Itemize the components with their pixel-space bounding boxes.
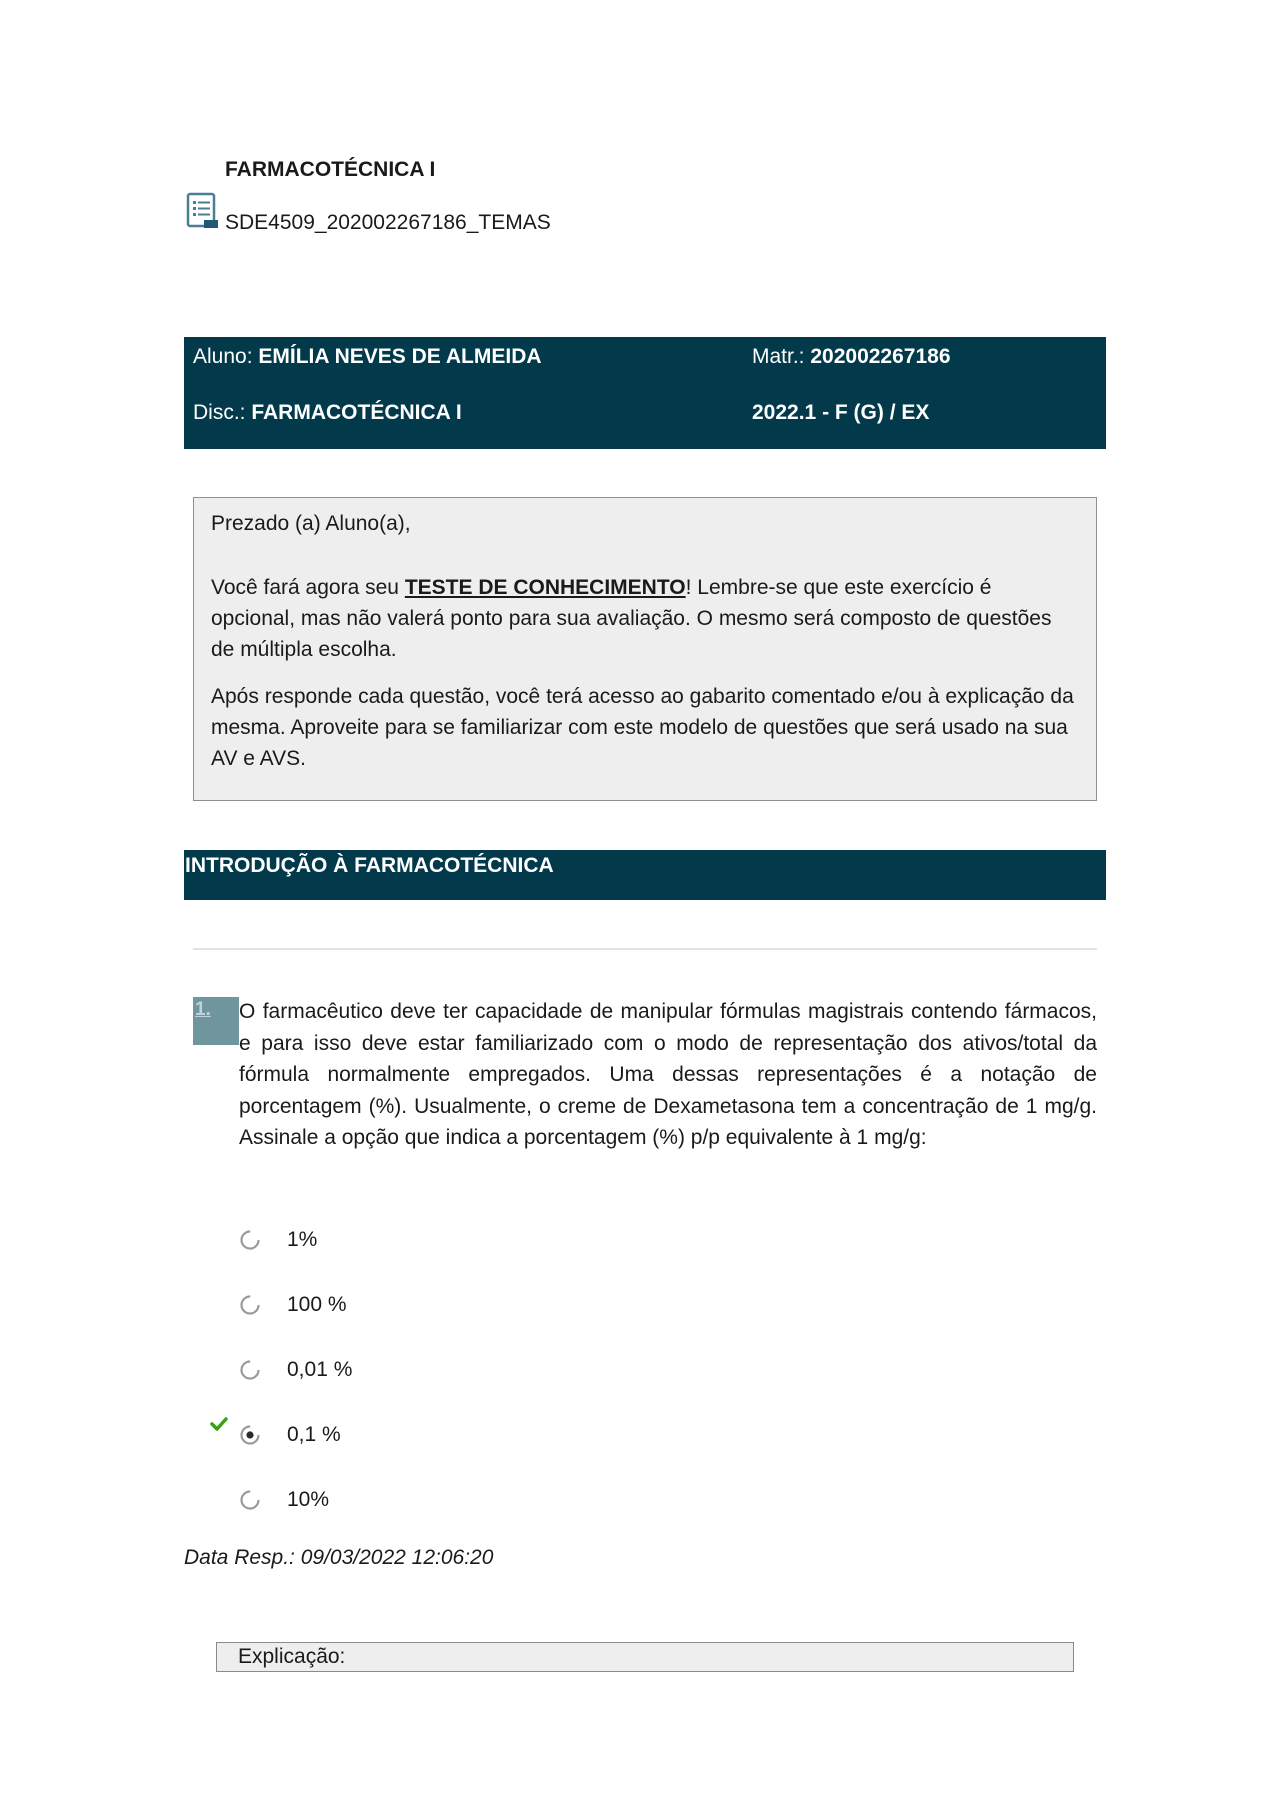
response-date: Data Resp.: 09/03/2022 12:06:20: [184, 1546, 494, 1569]
option-4[interactable]: [238, 1421, 538, 1451]
radio-unselected-icon[interactable]: [238, 1358, 262, 1382]
explanation-box[interactable]: [216, 1642, 1074, 1672]
student-name: Aluno: EMÍLIA NEVES DE ALMEIDA: [193, 345, 542, 368]
notice-paragraph-1: Você fará agora seu TESTE DE CONHECIMENTO! Lembre-se que este exercício é opcional, mas não valerá ponto para sua avaliação. O mesmo será composto de questões de múltipla escolha.: [211, 576, 1052, 661]
period: 2022.1 - F (G) / EX: [752, 401, 930, 424]
question-number[interactable]: 1.: [193, 997, 239, 1045]
option-2[interactable]: [238, 1291, 538, 1321]
discipline: Disc.: FARMACOTÉCNICA I: [193, 401, 462, 424]
radio-selected-icon[interactable]: [238, 1423, 262, 1447]
checkmark-icon: [210, 1417, 228, 1431]
question-text: O farmacêutico deve ter capacidade de manipular fórmulas magistrais contendo fármacos, e para isso deve estar familiarizado com o modo de representação dos ativos/total da fórmula normalmente empregados. Uma dessas representações é a notação de porcentagem (%). Usualmente, o creme de Dexametasona tem a concentração de 1 mg/g. Assinale a opção que indica a porcentagem (%) p/p equivalente à 1 mg/g:: [239, 1000, 1097, 1149]
document-list-icon: [186, 192, 220, 230]
option-5[interactable]: [238, 1486, 538, 1516]
notice-greeting: Prezado (a) Aluno(a),: [211, 512, 411, 535]
radio-unselected-icon[interactable]: [238, 1293, 262, 1317]
student-info-band: [184, 337, 1106, 449]
option-label: 10%: [287, 1488, 330, 1511]
notice-box: [193, 497, 1097, 801]
divider: [193, 948, 1097, 950]
explanation-label: Explicação:: [238, 1645, 346, 1668]
test-emphasis: TESTE DE CONHECIMENTO: [404, 576, 686, 599]
option-label: 0,1 %: [287, 1423, 341, 1446]
radio-unselected-icon[interactable]: [238, 1488, 262, 1512]
option-label: 100 %: [287, 1293, 347, 1316]
course-title: FARMACOTÉCNICA I: [225, 158, 436, 181]
section-header: INTRODUÇÃO À FARMACOTÉCNICA: [184, 850, 1106, 900]
option-label: 0,01 %: [287, 1358, 353, 1381]
student-registration: Matr.: 202002267186: [752, 345, 951, 368]
option-3[interactable]: [238, 1356, 538, 1386]
notice-paragraph-2: Após responde cada questão, você terá acesso ao gabarito comentado e/ou à explicação da mesma. Aproveite para se familiarizar com este modelo de questões que será usado na sua AV e AVS.: [211, 685, 1074, 770]
radio-unselected-icon[interactable]: [238, 1228, 262, 1252]
option-label: 1%: [287, 1228, 318, 1251]
option-1[interactable]: [238, 1226, 538, 1256]
document-code: SDE4509_202002267186_TEMAS: [225, 211, 551, 234]
